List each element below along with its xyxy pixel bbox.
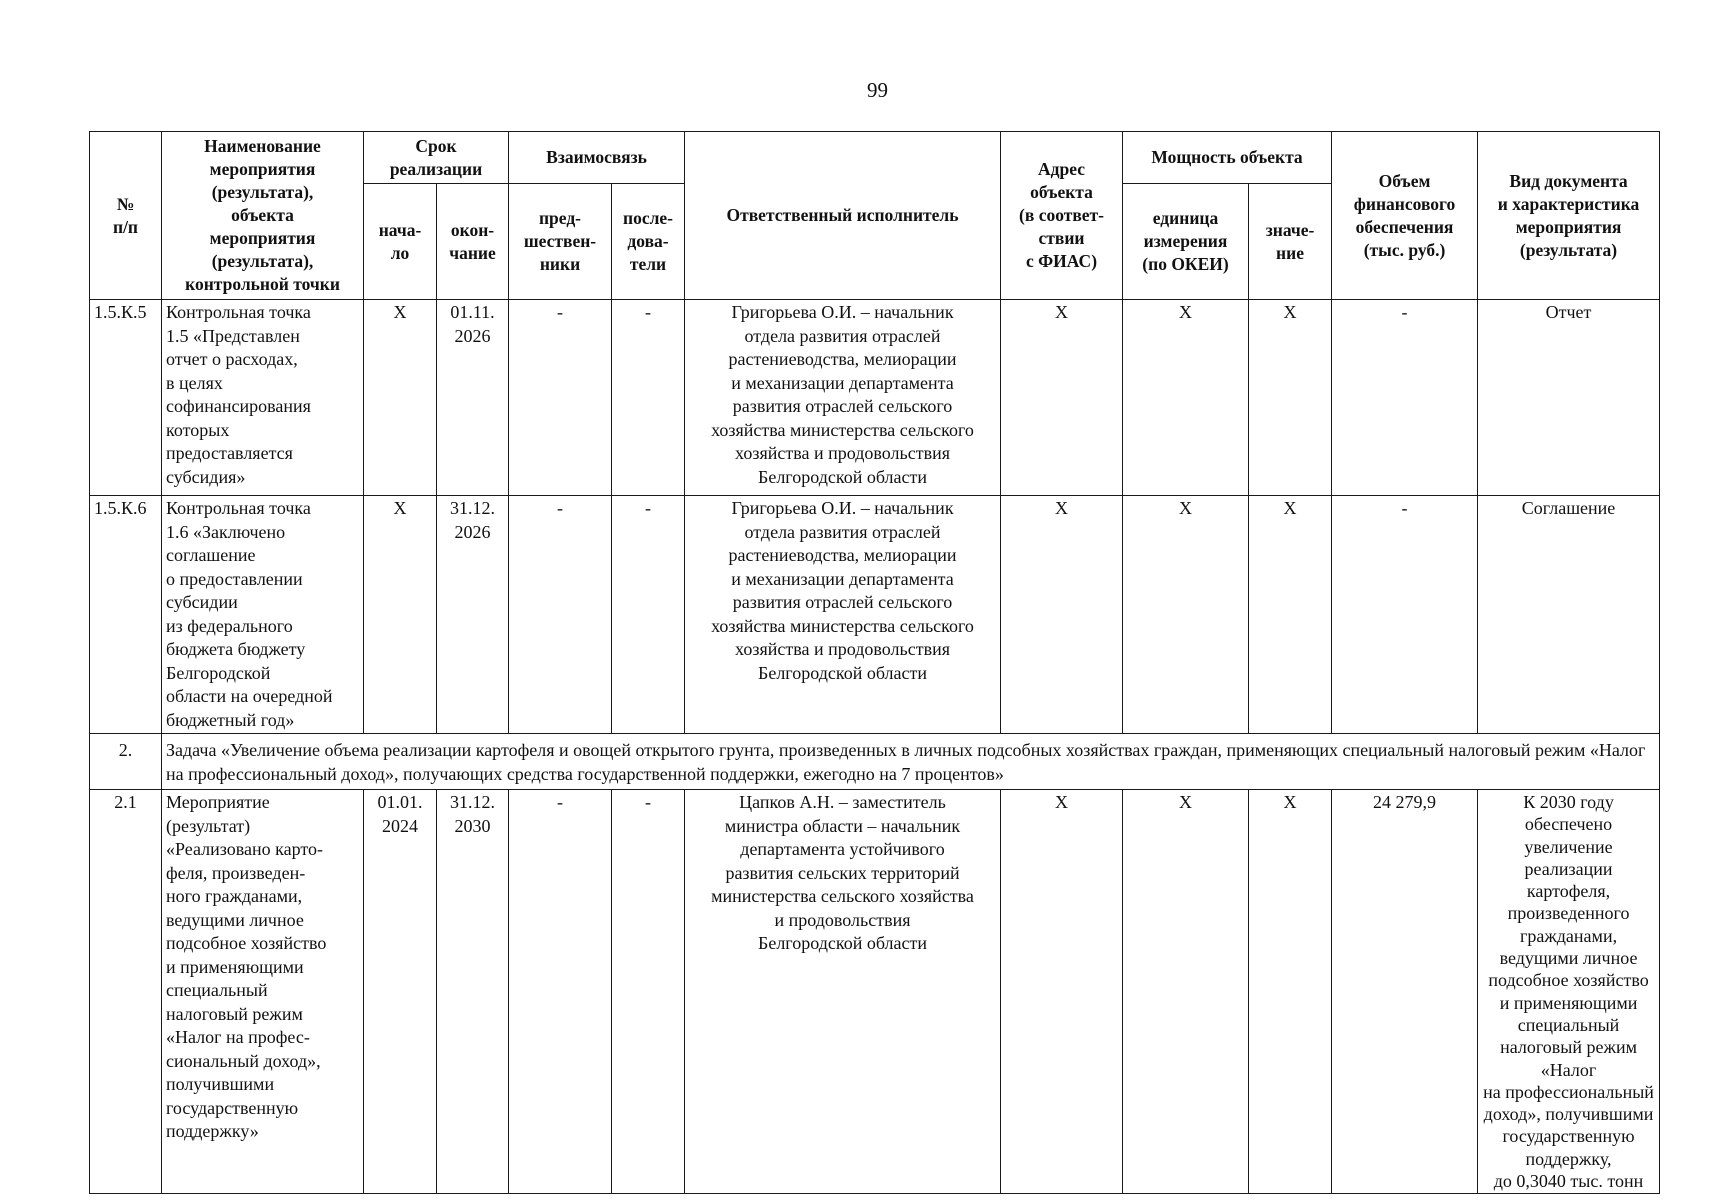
header-capacity: Мощность объекта	[1123, 132, 1332, 184]
row-name: Контрольная точка 1.6 «Заключено соглашение о предоставлении субсидии из федерального бюджета бюджету Белгородской области на очередной бюджетный год»	[162, 496, 364, 734]
header-capacity-unit: единица измерения (по ОКЕИ)	[1123, 184, 1249, 300]
header-term-start: нача- ло	[364, 184, 437, 300]
row-doc: К 2030 году обеспечено увеличение реализации картофеля, произведенного гражданами, ведущими личное подсобное хозяйство и применяющими специальный налоговый режим «Налог на профессиональный доход», получившими государственную поддержку, до 0,3040 тыс. тонн	[1478, 790, 1660, 1194]
row-prev: -	[509, 300, 612, 496]
row-finance: -	[1332, 496, 1478, 734]
row-responsible: Григорьева О.И. – начальник отдела развития отраслей растениеводства, мелиорации и механизации департамента развития отраслей сельского хозяйства министерства сельского хозяйства и продовольствия Белгородской области	[685, 496, 1001, 734]
header-num: № п/п	[90, 132, 162, 300]
row-name: Мероприятие (результат) «Реализовано карто- феля, произведен- ного гражданами, ведущими личное подсобное хозяйство и применяющими специальный налоговый режим «Налог на профес- сиональный доход», получившими государственную поддержку»	[162, 790, 364, 1194]
table-row	[90, 790, 1660, 1194]
header-link-prev: пред- шествен- ники	[509, 184, 612, 300]
header-doc-type: Вид документа и характеристика мероприятия (результата)	[1478, 132, 1660, 300]
row-value: Х	[1249, 790, 1332, 1194]
page-number: 99	[867, 78, 888, 102]
row-doc: Отчет	[1478, 300, 1660, 496]
row-responsible: Григорьева О.И. – начальник отдела развития отраслей растениеводства, мелиорации и механизации департамента развития отраслей сельского хозяйства министерства сельского хозяйства и продовольствия Белгородской области	[685, 300, 1001, 496]
row-next: -	[612, 300, 685, 496]
row-start: Х	[364, 496, 437, 734]
row-value: Х	[1249, 496, 1332, 734]
row-start: 01.01. 2024	[364, 790, 437, 1194]
row-unit: Х	[1123, 790, 1249, 1194]
header-link: Взаимосвязь	[509, 132, 685, 184]
row-doc: Соглашение	[1478, 496, 1660, 734]
row-responsible: Цапков А.Н. – заместитель министра области – начальник департамента устойчивого развития сельских территорий министерства сельского хозяйства и продовольствия Белгородской области	[685, 790, 1001, 1194]
row-finance: -	[1332, 300, 1478, 496]
row-prev: -	[509, 790, 612, 1194]
row-address: Х	[1001, 496, 1123, 734]
row-address: Х	[1001, 300, 1123, 496]
plan-table	[89, 131, 1660, 1194]
header-link-next: после- дова- тели	[612, 184, 685, 300]
row-num: 2.1	[90, 790, 162, 1194]
row-unit: Х	[1123, 496, 1249, 734]
task-num: 2.	[90, 734, 162, 790]
header-responsible: Ответственный исполнитель	[685, 132, 1001, 300]
row-end: 31.12. 2026	[437, 496, 509, 734]
row-value: Х	[1249, 300, 1332, 496]
table-row	[90, 496, 1660, 734]
row-next: -	[612, 790, 685, 1194]
row-address: Х	[1001, 790, 1123, 1194]
table-row	[90, 300, 1660, 496]
header-capacity-value: значе- ние	[1249, 184, 1332, 300]
row-end: 31.12. 2030	[437, 790, 509, 1194]
row-name: Контрольная точка 1.5 «Представлен отчет о расходах, в целях софинансирования которых предоставляется субсидия»	[162, 300, 364, 496]
row-num: 1.5.К.5	[90, 300, 162, 496]
row-num: 1.5.К.6	[90, 496, 162, 734]
task-row	[90, 734, 1660, 790]
row-finance: 24 279,9	[1332, 790, 1478, 1194]
row-unit: Х	[1123, 300, 1249, 496]
row-next: -	[612, 496, 685, 734]
header-term-end: окон- чание	[437, 184, 509, 300]
header-name: Наименование мероприятия (результата), объекта мероприятия (результата), контрольной точки	[162, 132, 364, 300]
header-finance: Объем финансового обеспечения (тыс. руб.)	[1332, 132, 1478, 300]
row-end: 01.11. 2026	[437, 300, 509, 496]
row-prev: -	[509, 496, 612, 734]
header-address: Адрес объекта (в соответ- ствии с ФИАС)	[1001, 132, 1123, 300]
task-text: Задача «Увеличение объема реализации картофеля и овощей открытого грунта, произведенных в личных подсобных хозяйствах граждан, применяющих специальный налоговый режим «Налог на профессиональный доход», получающих средства государственной поддержки, ежегодно на 7 процентов»	[162, 734, 1660, 790]
row-start: Х	[364, 300, 437, 496]
header-term: Срок реализации	[364, 132, 509, 184]
